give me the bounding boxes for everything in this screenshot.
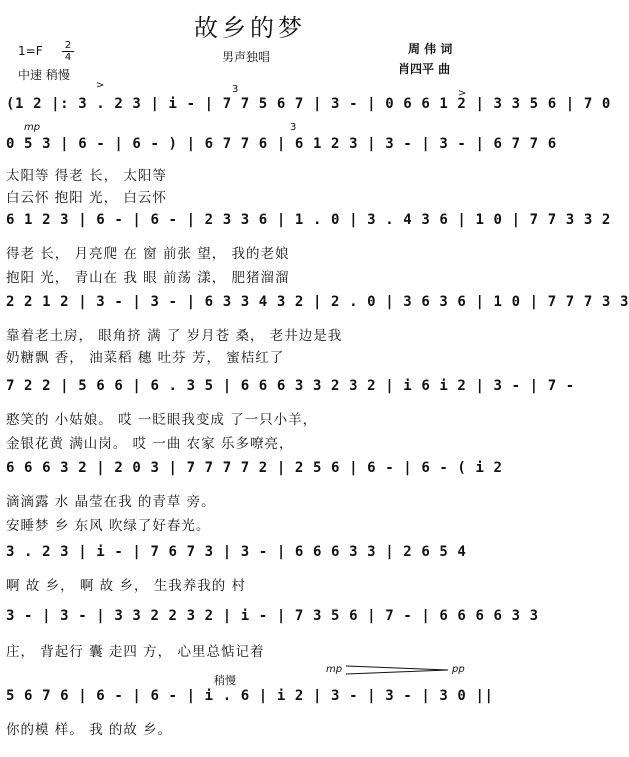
song-title: 故乡的梦: [194, 14, 306, 42]
performance-note: 男声独唱: [222, 50, 271, 64]
notation-row: 0 5 3 | 6 - | 6 - ) | 6 7 7 6 | 6 1 2 3 | 3 - | 3 - | 6 7 7 6: [6, 136, 557, 152]
notation-row: 3 - | 3 - | 3 3 2 2 3 2 | i - | 7 3 5 6 | 7 - | 6 6 6 6 3 3: [6, 608, 539, 624]
notation-row: 7 2 2 | 5 6 6 | 6 . 3 5 | 6 6 6 3 3 2 3 2 | i 6 i 2 | 3 - | 7 -: [6, 378, 575, 394]
lyric-line: 奶糖飘 香， 油菜稻 穗 吐芬 芳， 蜜桔红了: [6, 350, 285, 366]
lyric-line: 白云怀 抱阳 光， 白云怀: [6, 190, 167, 206]
notation-row: 6 1 2 3 | 6 - | 6 - | 2 3 3 6 | 1 . 0 | 3 . 4 3 6 | 1 0 | 7 7 3 3 2: [6, 212, 611, 228]
key-signature: 1=F: [18, 44, 43, 58]
notation-row: 3 . 2 3 | i - | 7 6 7 3 | 3 - | 6 6 6 3 3 | 2 6 5 4: [6, 544, 467, 560]
lyric-line: 憨笑的 小姑娘。 哎 一眨眼我变成 了一只小羊，: [6, 412, 318, 428]
lyric-line: 庄， 背起行 囊 走四 方， 心里总惦记着: [6, 644, 265, 660]
tempo-slower: 稍慢: [214, 674, 236, 687]
lyric-line: 抱阳 光， 青山在 我 眼 前荡 漾， 肥猪溜溜: [6, 270, 290, 286]
accent-mark: >: [458, 88, 467, 99]
accent-mark: >: [96, 80, 105, 91]
decrescendo-hairpin: [346, 662, 450, 678]
dynamic-mp: mp: [24, 122, 41, 133]
lyric-line: 安睡梦 乡 东风 吹绿了好春光。: [6, 518, 211, 534]
lyric-line: 滴滴露 水 晶莹在我 的青草 旁。: [6, 494, 216, 510]
lyric-line: 太阳等 得老 长， 太阳等: [6, 168, 167, 184]
notation-row: (1 2 |: 3 . 2 3 | i - | 7 7 5 6 7 | 3 - | 0 6 6 1 2 | 3 3 5 6 | 7 0: [6, 96, 611, 112]
notation-row: 2 2 1 2 | 3 - | 3 - | 6 3 3 4 3 2 | 2 . 0 | 3 6 3 6 | 1 0 | 7 7 7 3 3: [6, 294, 629, 310]
lyric-line: 得老 长， 月亮爬 在 窗 前张 望， 我的老娘: [6, 246, 290, 262]
lyric-line: 金银花黄 满山岗。 哎 一曲 农家 乐多嘹亮，: [6, 436, 294, 452]
time-signature-bottom: 4: [64, 52, 72, 63]
tempo-marking: 中速 稍慢: [18, 68, 70, 82]
dynamic-mp: mp: [326, 664, 343, 675]
time-signature: [62, 40, 74, 63]
lyric-line: 啊 故 乡， 啊 故 乡， 生我养我的 村: [6, 578, 247, 594]
composer-credit: 肖四平 曲: [398, 62, 451, 76]
triplet-mark: 3: [290, 122, 297, 133]
time-signature-top: 2: [64, 40, 72, 51]
lyric-line: 靠着老土房， 眼角挤 满 了 岁月苍 桑， 老井边是我: [6, 328, 343, 344]
lyric-line: 你的模 样。 我 的故 乡。: [6, 722, 173, 738]
lyricist-credit: 周 伟 词: [408, 42, 453, 56]
dynamic-pp: pp: [452, 664, 465, 675]
notation-row: 5 6 7 6 | 6 - | 6 - | i . 6 | i 2 | 3 - | 3 - | 3 0 ||: [6, 688, 494, 704]
notation-row: 6 6 6 3 2 | 2 0 3 | 7 7 7 7 2 | 2 5 6 | 6 - | 6 - ( i 2: [6, 460, 503, 476]
triplet-mark: 3: [232, 84, 239, 95]
